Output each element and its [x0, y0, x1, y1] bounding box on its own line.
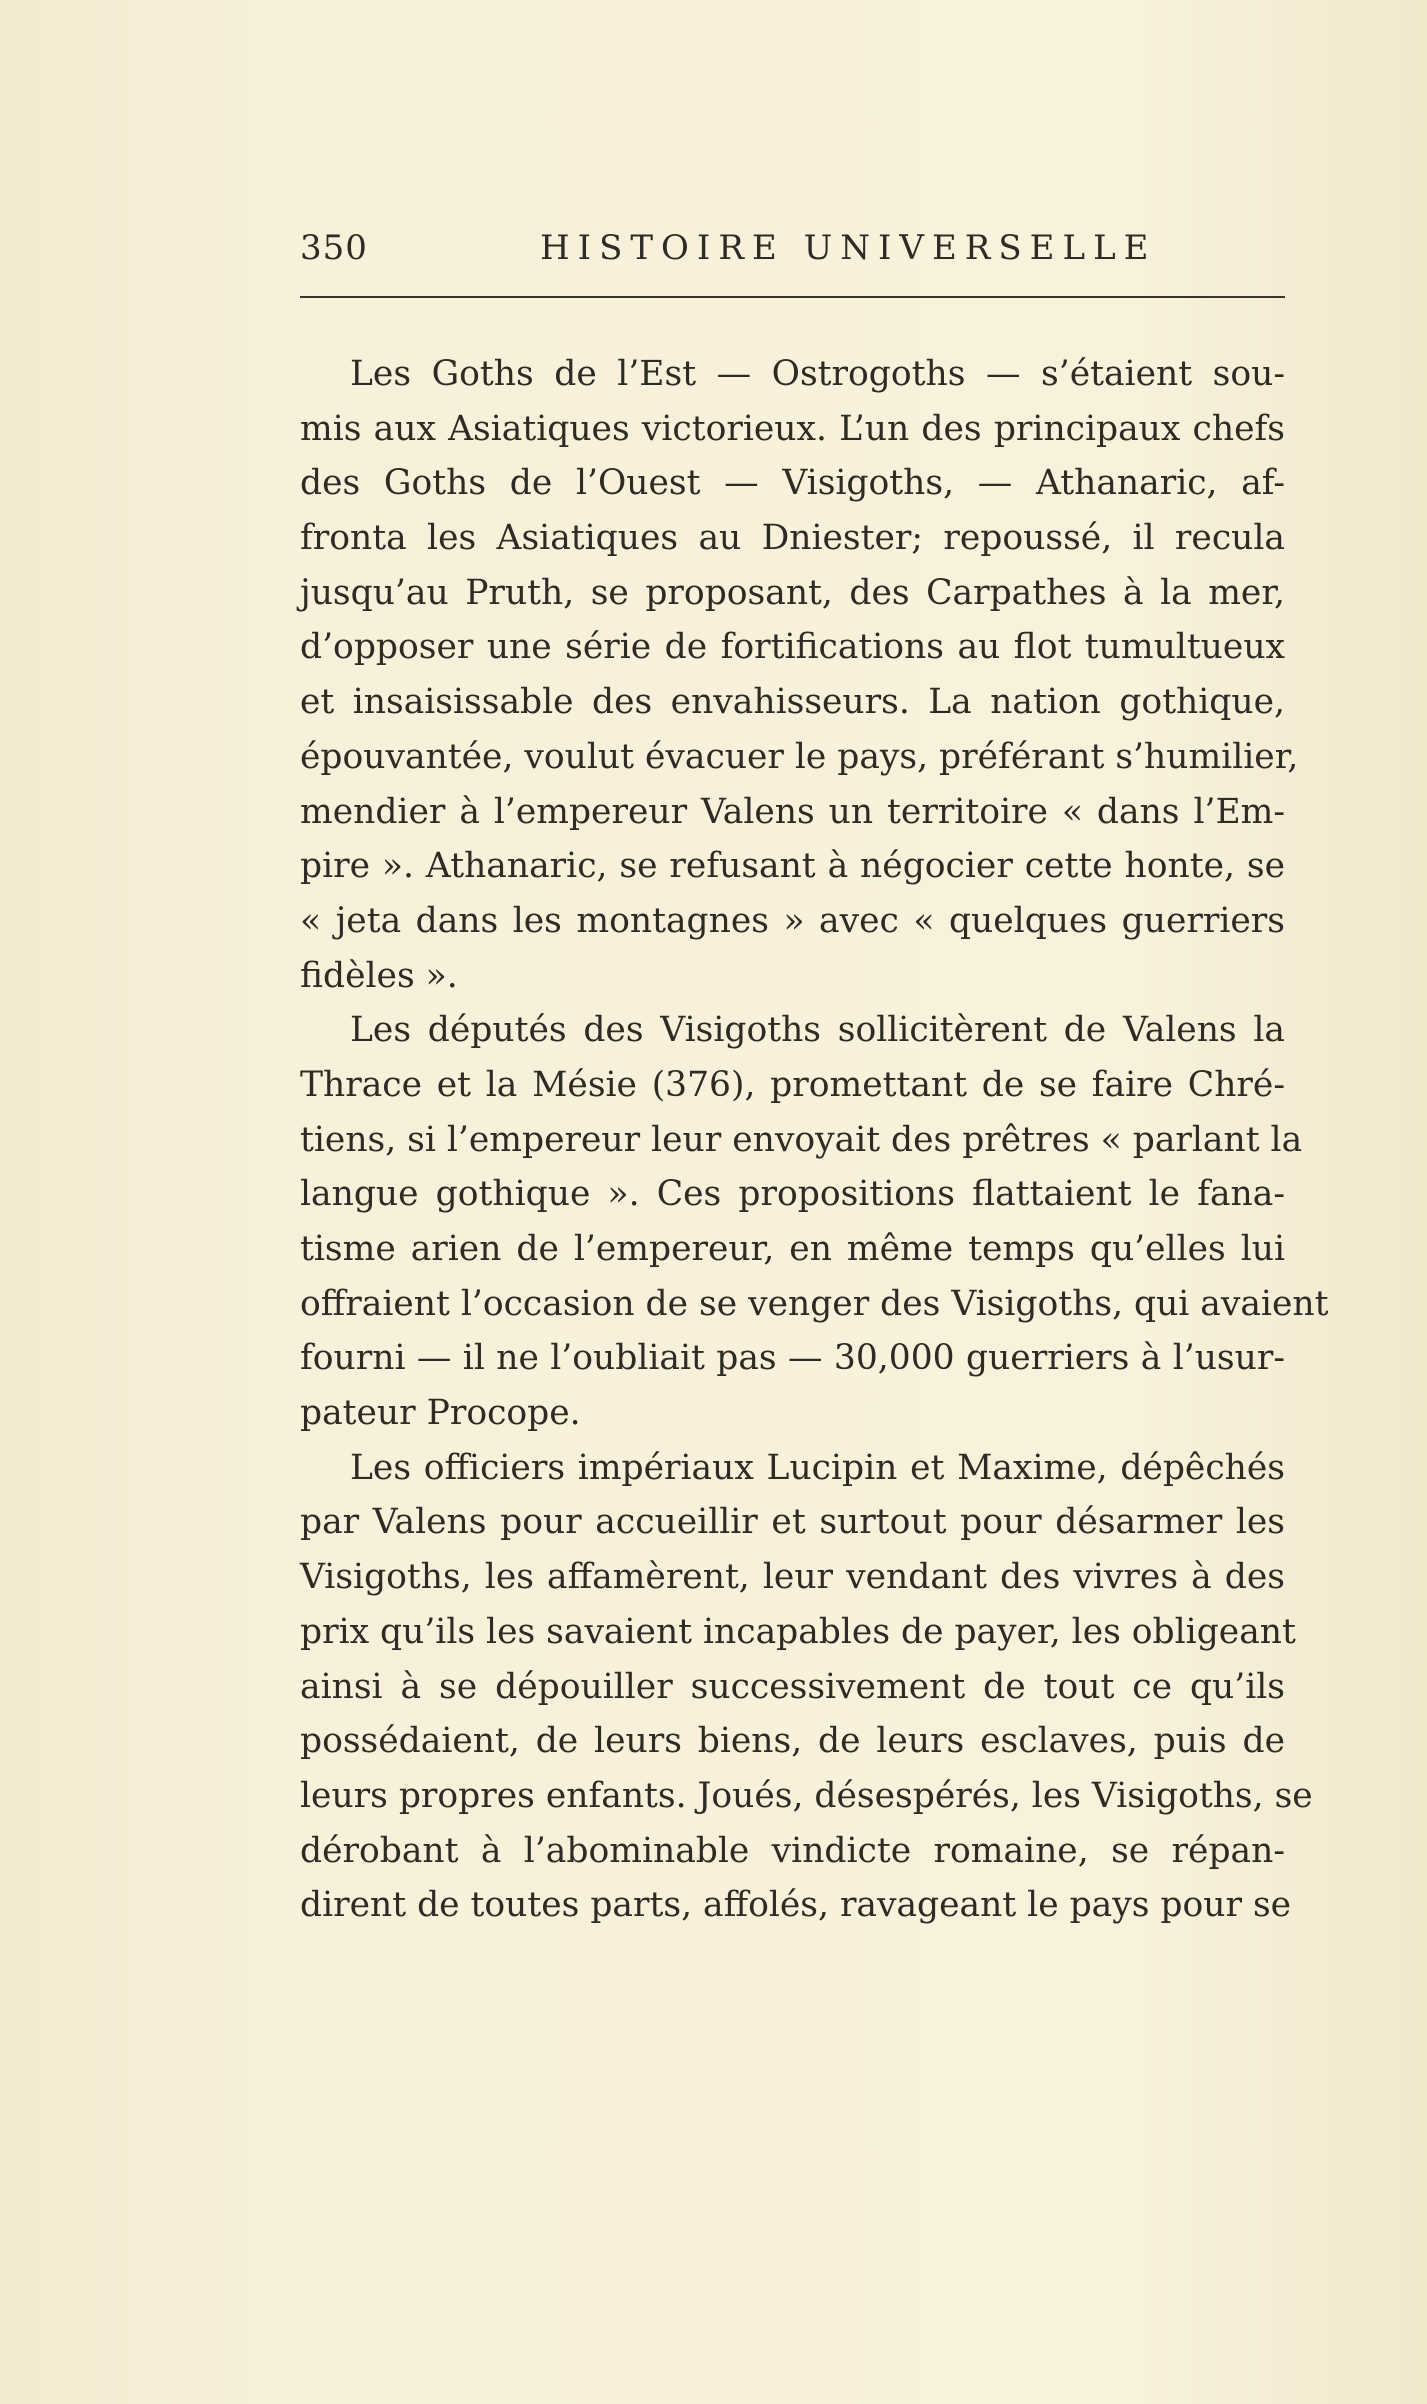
text-line: fidèles ».: [300, 955, 458, 996]
body-text: [300, 347, 1329, 1933]
header-rule: [300, 296, 1285, 298]
text-line: pire ». Athanaric, se refusant à négocier cette honte, se: [300, 846, 1285, 887]
text-line: par Valens pour accueillir et surtout pour désarmer les: [300, 1502, 1285, 1543]
text-line: pateur Procope.: [300, 1393, 581, 1434]
text-line: fronta les Asiatiques au Dniester; repoussé, il recula: [300, 518, 1285, 559]
text-line: mis aux Asiatiques victorieux. L’un des principaux chefs: [300, 408, 1285, 449]
text-line: dérobant à l’abominable vindicte romaine, se répan-: [300, 1830, 1285, 1871]
text-line: Les officiers impériaux Lucipin et Maxime, dépêchés: [350, 1447, 1285, 1488]
text-line: dirent de toutes parts, affolés, ravageant le pays pour se: [300, 1885, 1292, 1926]
text-line: offraient l’occasion de se venger des Visigoths, qui avaient: [300, 1283, 1329, 1324]
text-line: leurs propres enfants. Joués, désespérés, les Visigoths, se: [300, 1775, 1313, 1816]
text-line: des Goths de l’Ouest — Visigoths, — Athanaric, af-: [300, 463, 1285, 504]
text-line: « jeta dans les montagnes » avec « quelques guerriers: [300, 900, 1285, 941]
running-head: [300, 228, 1285, 278]
text-line: tisme arien de l’empereur, en même temps qu’elles lui: [300, 1229, 1285, 1269]
text-line: d’opposer une série de fortifications au flot tumultueux: [300, 627, 1285, 668]
text-line: prix qu’ils les savaient incapables de payer, les obligeant: [300, 1611, 1296, 1652]
text-line: mendier à l’empereur Valens un territoire « dans l’Em-: [300, 791, 1285, 832]
text-line: Les députés des Visigoths sollicitèrent de Valens la: [350, 1010, 1285, 1051]
text-line: épouvantée, voulut évacuer le pays, préférant s’humilier,: [300, 736, 1299, 777]
text-line: et insaisissable des envahisseurs. La nation gothique,: [300, 682, 1285, 723]
text-line: jusqu’au Pruth, se proposant, des Carpathes à la mer,: [300, 572, 1285, 613]
text-line: langue gothique ». Ces propositions flattaient le fana-: [300, 1174, 1285, 1215]
text-line: possédaient, de leurs biens, de leurs esclaves, puis de: [300, 1721, 1285, 1762]
text-line: ainsi à se dépouiller successivement de tout ce qu’ils: [300, 1666, 1285, 1707]
text-line: Thrace et la Mésie (376), promettant de se faire Chré-: [300, 1064, 1285, 1105]
text-line: Visigoths, les affamèrent, leur vendant des vivres à des: [300, 1557, 1285, 1598]
text-line: tiens, si l’empereur leur envoyait des prêtres « parlant la: [300, 1119, 1303, 1160]
page-number: 350: [300, 228, 368, 268]
running-title: HISTOIRE UNIVERSELLE: [540, 228, 1157, 268]
text-line: Les Goths de l’Est — Ostrogoths — s’étaient sou-: [350, 354, 1285, 394]
text-line: fourni — il ne l’oubliait pas — 30,000 guerriers à l’usur-: [300, 1338, 1285, 1379]
